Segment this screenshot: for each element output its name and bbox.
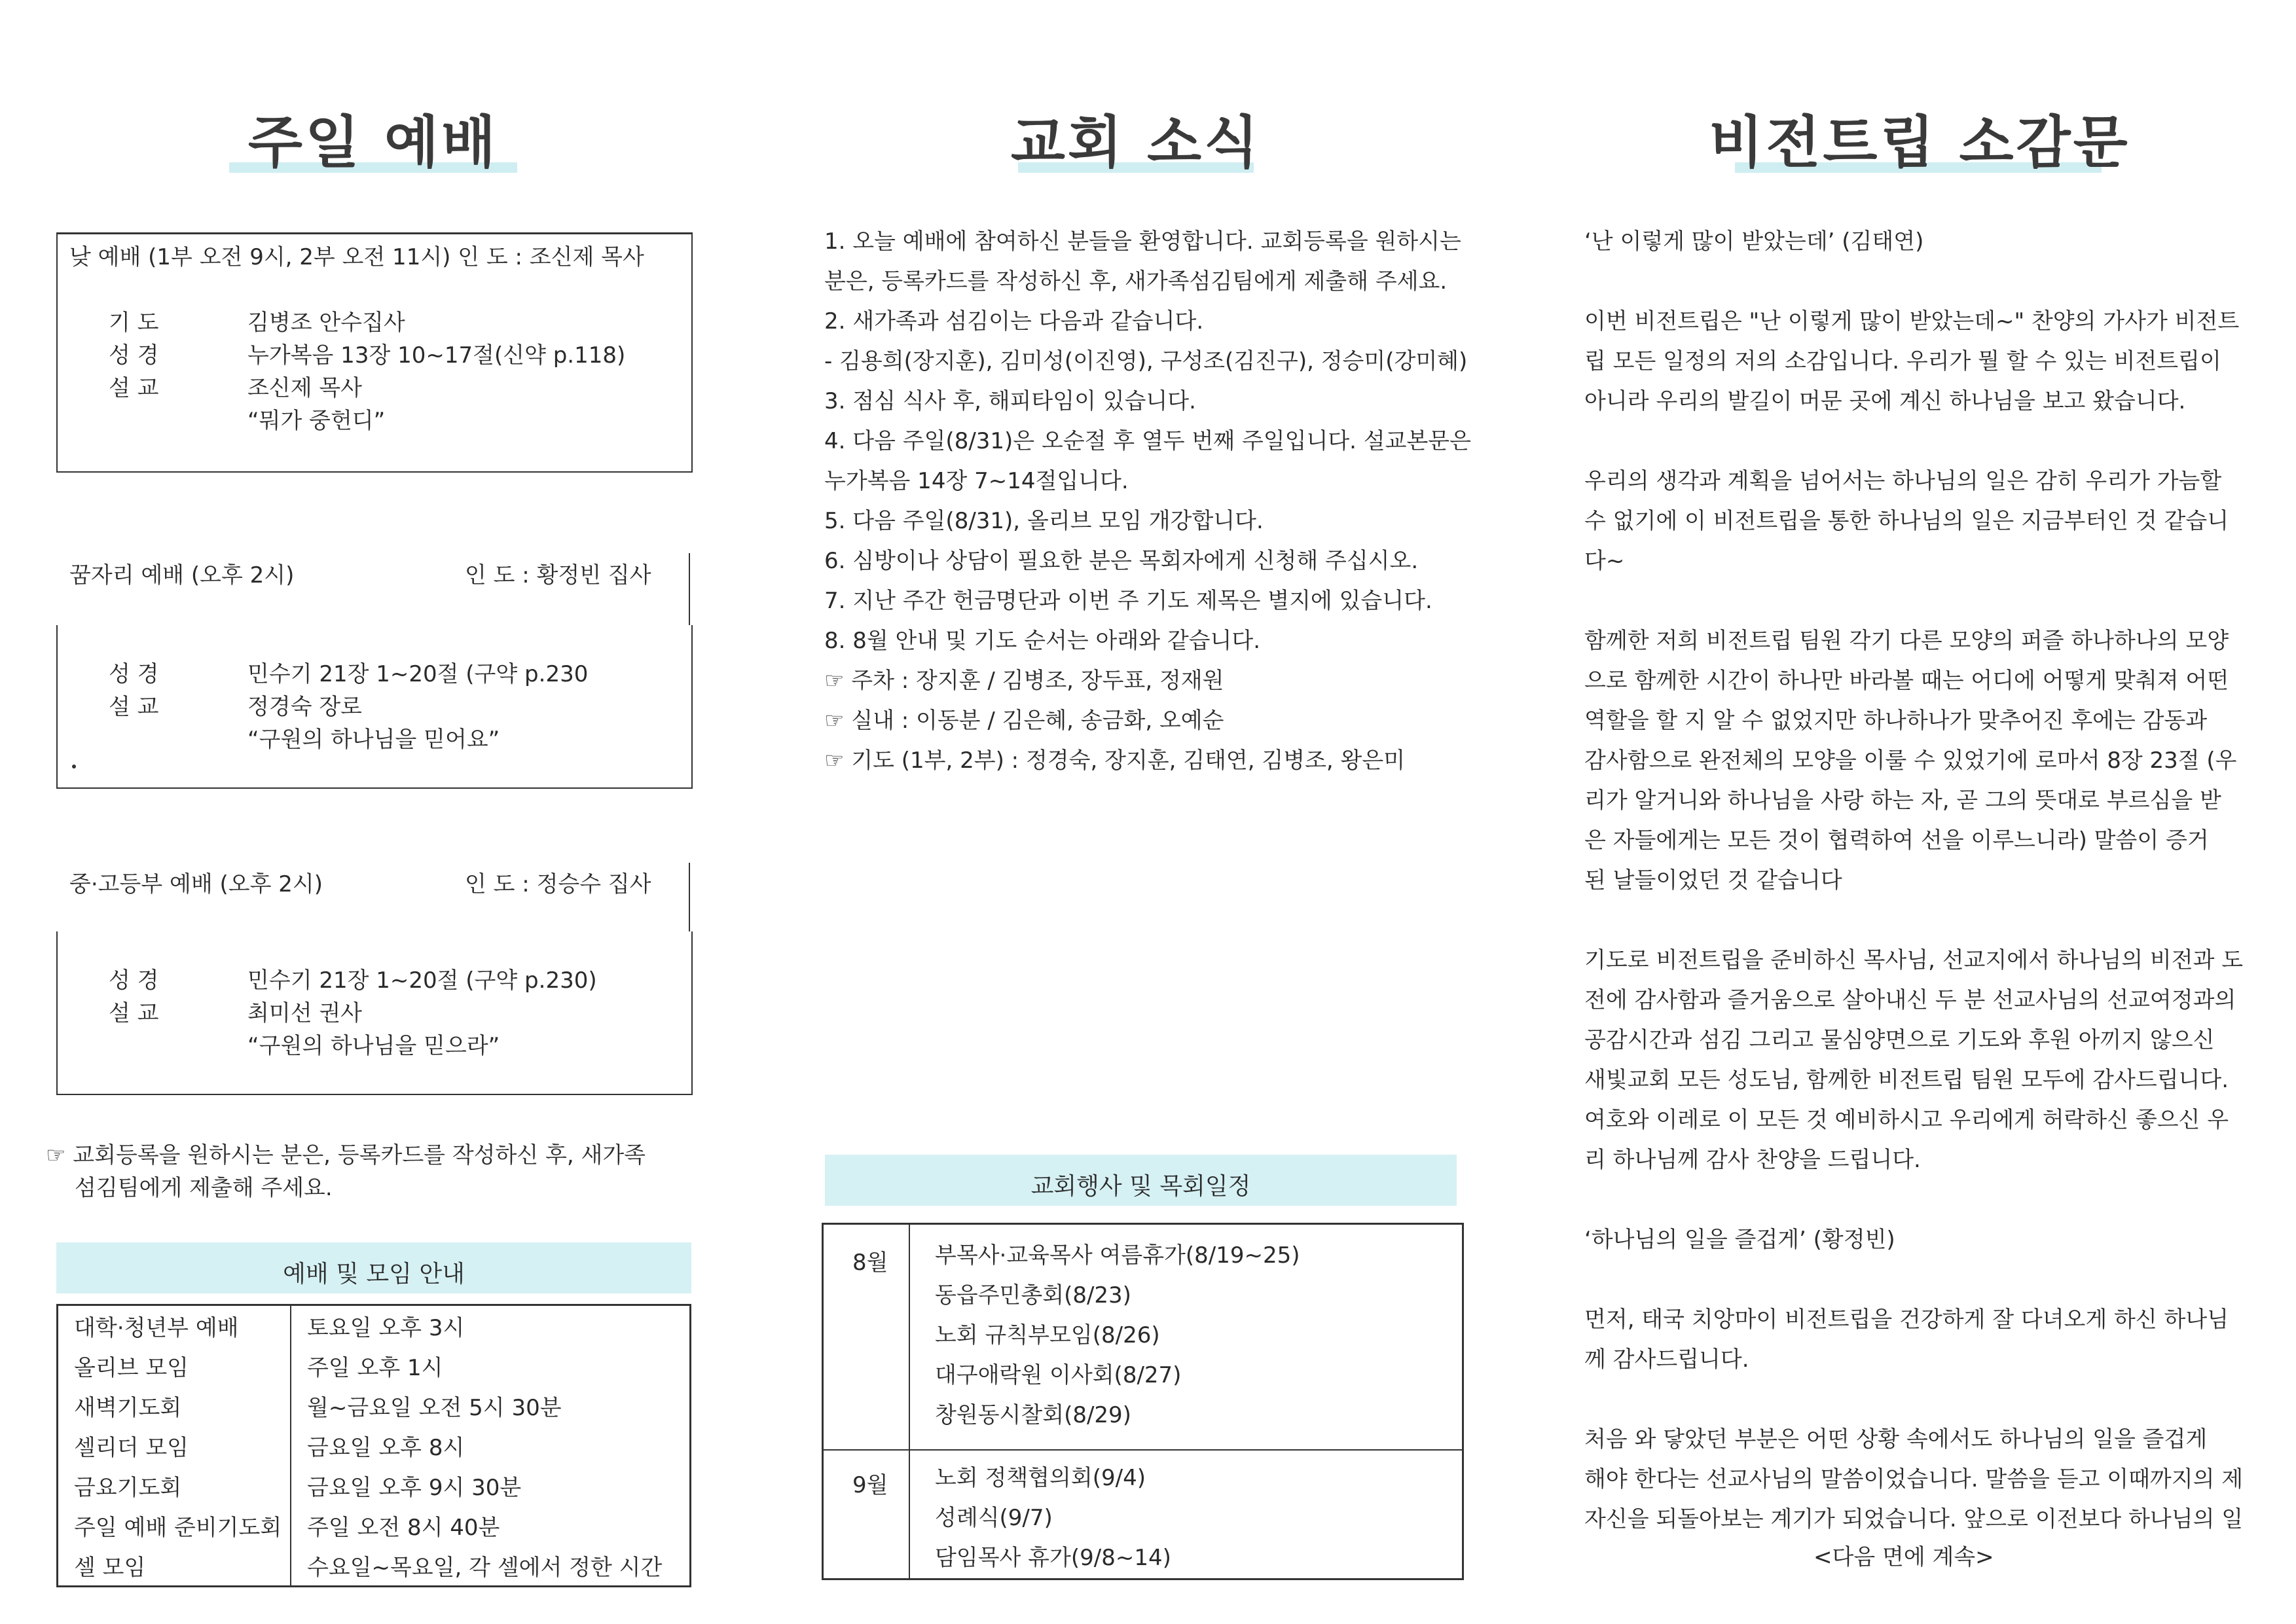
- table-row: [58, 1426, 691, 1466]
- children-value-preacher: 정경숙 장로: [247, 694, 363, 720]
- body-line: 처음 와 닿았던 부분은 어떤 상황 속에서도 하나님의 일을 즐겁게: [1584, 1426, 2208, 1453]
- event-item: 담임목사 휴가(9/8~14): [935, 1545, 1171, 1571]
- news-line: 누가복음 14장 7~14절입니다.: [824, 468, 1129, 494]
- children-service-box: [56, 625, 693, 789]
- events-month-aug: 8월: [852, 1250, 888, 1276]
- events-divider: [909, 1225, 910, 1578]
- news-line: 4. 다음 주일(8/31)은 오순절 후 열두 번째 주일입니다. 설교본문은: [824, 428, 1471, 454]
- table-row: [58, 1545, 691, 1587]
- youth-value-scripture: 민수기 21장 1~20절 (구약 p.230): [247, 967, 597, 994]
- events-month-sep: 9월: [852, 1472, 888, 1498]
- body-line: ‘난 이렇게 많이 받았는데’ (김태연): [1584, 228, 1924, 255]
- schedule-label: 주일 예배 준비기도회: [58, 1506, 291, 1545]
- news-line: - 김용희(장지훈), 김미성(이진영), 구성조(김진구), 정승미(강미혜): [824, 348, 1468, 374]
- body-line: 립 모든 일정의 저의 소감입니다. 우리가 뭘 할 수 있는 비전트립이: [1584, 348, 2221, 374]
- body-line: 새빛교회 모든 성도님, 함께한 비전트립 팀원 모두에 감사드립니다.: [1584, 1067, 2229, 1093]
- youth-service-leader: 인 도 : 정승수 집사: [465, 871, 651, 897]
- schedule-table: [56, 1304, 691, 1587]
- event-item: 성례식(9/7): [935, 1505, 1053, 1531]
- body-line: 리 하나님께 감사 찬양을 드립니다.: [1584, 1147, 1921, 1173]
- stray-dot: [72, 765, 76, 768]
- body-line: 리가 알거니와 하나님을 사랑 하는 자, 곧 그의 뜻대로 부르심을 받: [1584, 787, 2221, 814]
- schedule-label: 대학·청년부 예배: [58, 1305, 291, 1346]
- event-item: 대구애락원 이사회(8/27): [935, 1362, 1182, 1388]
- news-line: ☞ 실내 : 이동분 / 김은혜, 송금화, 오예순: [824, 708, 1224, 734]
- body-line: 으로 함께한 시간이 하나만 바라볼 때는 어디에 어떻게 맞춰져 어떤: [1584, 668, 2229, 694]
- news-line: 2. 새가족과 섬김이는 다음과 같습니다.: [824, 308, 1204, 334]
- news-title: 교회 소식: [1010, 110, 1262, 175]
- news-line: 3. 점심 식사 후, 해피타임이 있습니다.: [824, 388, 1196, 414]
- schedule-value: 월~금요일 오전 5시 30분: [307, 1395, 562, 1421]
- body-line: ‘하나님의 일을 즐겁게’ (황정빈): [1584, 1227, 1895, 1253]
- continued-note: <다음 면에 계속>: [1813, 1544, 1994, 1570]
- registration-note-line1: ☞ 교회등록을 원하시는 분은, 등록카드를 작성하신 후, 새가족: [46, 1142, 646, 1168]
- body-line: 다~: [1584, 548, 1625, 574]
- morning-service-box: [56, 232, 693, 473]
- children-sermon-title: “구원의 하나님을 믿어요”: [247, 727, 500, 753]
- table-row: [58, 1386, 691, 1426]
- news-line: 8. 8월 안내 및 기도 순서는 아래와 같습니다.: [824, 628, 1261, 654]
- body-line: 해야 한다는 선교사님의 말씀이었습니다. 말씀을 듣고 이때까지의 제: [1584, 1466, 2244, 1492]
- body-line: 이번 비전트립은 "난 이렇게 많이 받았는데~" 찬양의 가사가 비전트: [1584, 308, 2240, 334]
- schedule-title: 예배 및 모임 안내: [283, 1261, 465, 1288]
- children-label-scripture: 성 경: [109, 661, 159, 687]
- event-item: 노회 정책협의회(9/4): [935, 1465, 1146, 1491]
- morning-service-header: 낮 예배 (1부 오전 9시, 2부 오전 11시) 인 도 : 조신제 목사: [69, 244, 644, 270]
- body-line: 께 감사드립니다.: [1584, 1346, 1749, 1373]
- body-line: 공감시간과 섬김 그리고 물심양면으로 기도와 후원 아끼지 않으신: [1584, 1027, 2215, 1053]
- event-item: 동읍주민총회(8/23): [935, 1282, 1131, 1308]
- children-service-leader: 인 도 : 황정빈 집사: [465, 562, 651, 588]
- news-line: 7. 지난 주간 헌금명단과 이번 주 기도 제목은 별지에 있습니다.: [824, 588, 1432, 614]
- morning-label-sermon: 설 교: [109, 375, 159, 401]
- morning-sermon-title: “뭐가 중헌디”: [247, 408, 386, 434]
- youth-label-scripture: 성 경: [109, 967, 159, 994]
- news-line: ☞ 주차 : 장지훈 / 김병조, 장두표, 정재원: [824, 668, 1224, 694]
- event-item: 노회 규칙부모임(8/26): [935, 1322, 1160, 1348]
- vision-trip-title: 비전트립 소감문: [1709, 110, 2130, 175]
- body-line: 여호와 이레로 이 모든 것 예비하시고 우리에게 허락하신 좋으신 우: [1584, 1107, 2229, 1133]
- body-line: 우리의 생각과 계획을 넘어서는 하나님의 일은 감히 우리가 가늠할: [1584, 468, 2222, 494]
- news-line: 6. 심방이나 상담이 필요한 분은 목회자에게 신청해 주십시오.: [824, 548, 1419, 574]
- body-line: 기도로 비전트립을 준비하신 목사님, 선교지에서 하나님의 비전과 도: [1584, 947, 2244, 973]
- children-value-scripture: 민수기 21장 1~20절 (구약 p.230: [247, 661, 589, 687]
- morning-value-scripture: 누가복음 13장 10~17절(신약 p.118): [247, 342, 626, 369]
- news-line: ☞ 기도 (1부, 2부) : 정경숙, 장지훈, 김태연, 김병조, 왕은미: [824, 748, 1406, 774]
- schedule-label: 올리브 모임: [58, 1346, 291, 1386]
- morning-value-preacher: 조신제 목사: [247, 375, 363, 401]
- event-item: 부목사·교육목사 여름휴가(8/19~25): [935, 1242, 1300, 1269]
- children-label-sermon: 설 교: [109, 694, 159, 720]
- body-line: 감사함으로 완전체의 모양을 이룰 수 있었기에 로마서 8장 23절 (우: [1584, 748, 2237, 774]
- morning-label-prayer: 기 도: [109, 310, 159, 336]
- schedule-value: 금요일 오후 8시: [307, 1435, 465, 1461]
- children-header-tick: [689, 553, 690, 625]
- youth-service-header: 중·고등부 예배 (오후 2시): [69, 871, 323, 897]
- news-line: 1. 오늘 예배에 참여하신 분들을 환영합니다. 교회등록을 원하시는: [824, 228, 1461, 255]
- schedule-value: 주일 오후 1시: [307, 1355, 443, 1381]
- schedule-value: 토요일 오후 3시: [307, 1315, 465, 1341]
- news-line: 분은, 등록카드를 작성하신 후, 새가족섬김팀에게 제출해 주세요.: [824, 268, 1448, 295]
- table-row: [58, 1305, 691, 1346]
- schedule-label: 셀 모임: [58, 1545, 291, 1587]
- body-line: 수 없기에 이 비전트립을 통한 하나님의 일은 지금부터인 것 같습니: [1584, 508, 2229, 534]
- events-table: [822, 1223, 1464, 1580]
- schedule-title-bar: [56, 1242, 691, 1293]
- body-line: 먼저, 태국 치앙마이 비전트립을 건강하게 잘 다녀오게 하신 하나님: [1584, 1307, 2229, 1333]
- children-service-header: 꿈자리 예배 (오후 2시): [69, 562, 295, 588]
- body-line: 은 자들에게는 모든 것이 협력하여 선을 이루느니라) 말씀이 증거: [1584, 827, 2209, 854]
- body-line: 함께한 저희 비전트립 팀원 각기 다른 모양의 퍼즐 하나하나의 모양: [1584, 628, 2229, 654]
- body-line: 역할을 할 지 알 수 없었지만 하나하나가 맞추어진 후에는 감동과: [1584, 708, 2208, 734]
- events-row-divider: [824, 1449, 1462, 1451]
- events-title-bar: [825, 1155, 1457, 1206]
- registration-note-line2: 섬김팀에게 제출해 주세요.: [75, 1175, 333, 1201]
- schedule-value: 주일 오전 8시 40분: [307, 1515, 500, 1541]
- youth-value-preacher: 최미선 권사: [247, 1000, 363, 1026]
- morning-value-prayer: 김병조 안수집사: [247, 310, 405, 336]
- youth-label-sermon: 설 교: [109, 1000, 159, 1026]
- youth-sermon-title: “구원의 하나님을 믿으라”: [247, 1033, 500, 1059]
- events-title: 교회행사 및 목회일정: [1030, 1173, 1251, 1200]
- schedule-label: 셀리더 모임: [58, 1426, 291, 1466]
- morning-label-scripture: 성 경: [109, 342, 159, 369]
- youth-service-box: [56, 931, 693, 1095]
- schedule-value: 금요일 오후 9시 30분: [307, 1475, 522, 1501]
- schedule-label: 새벽기도회: [58, 1386, 291, 1426]
- body-line: 자신을 되돌아보는 계기가 되었습니다. 앞으로 이전보다 하나님의 일: [1584, 1506, 2244, 1532]
- body-line: 된 날들이었던 것 같습니다: [1584, 867, 1842, 893]
- body-line: 전에 감사함과 즐거움으로 살아내신 두 분 선교사님의 선교여정과의: [1584, 987, 2236, 1013]
- schedule-label: 금요기도회: [58, 1466, 291, 1506]
- body-line: 아니라 우리의 발길이 머문 곳에 계신 하나님을 보고 왔습니다.: [1584, 388, 2186, 414]
- worship-title: 주일 예배: [247, 110, 499, 175]
- table-row: [58, 1466, 691, 1506]
- youth-header-tick: [689, 863, 690, 931]
- schedule-value: 수요일~목요일, 각 셀에서 정한 시간: [307, 1555, 663, 1581]
- table-row: [58, 1346, 691, 1386]
- table-row: [58, 1506, 691, 1545]
- news-line: 5. 다음 주일(8/31), 올리브 모임 개강합니다.: [824, 508, 1264, 534]
- event-item: 창원동시찰회(8/29): [935, 1402, 1131, 1428]
